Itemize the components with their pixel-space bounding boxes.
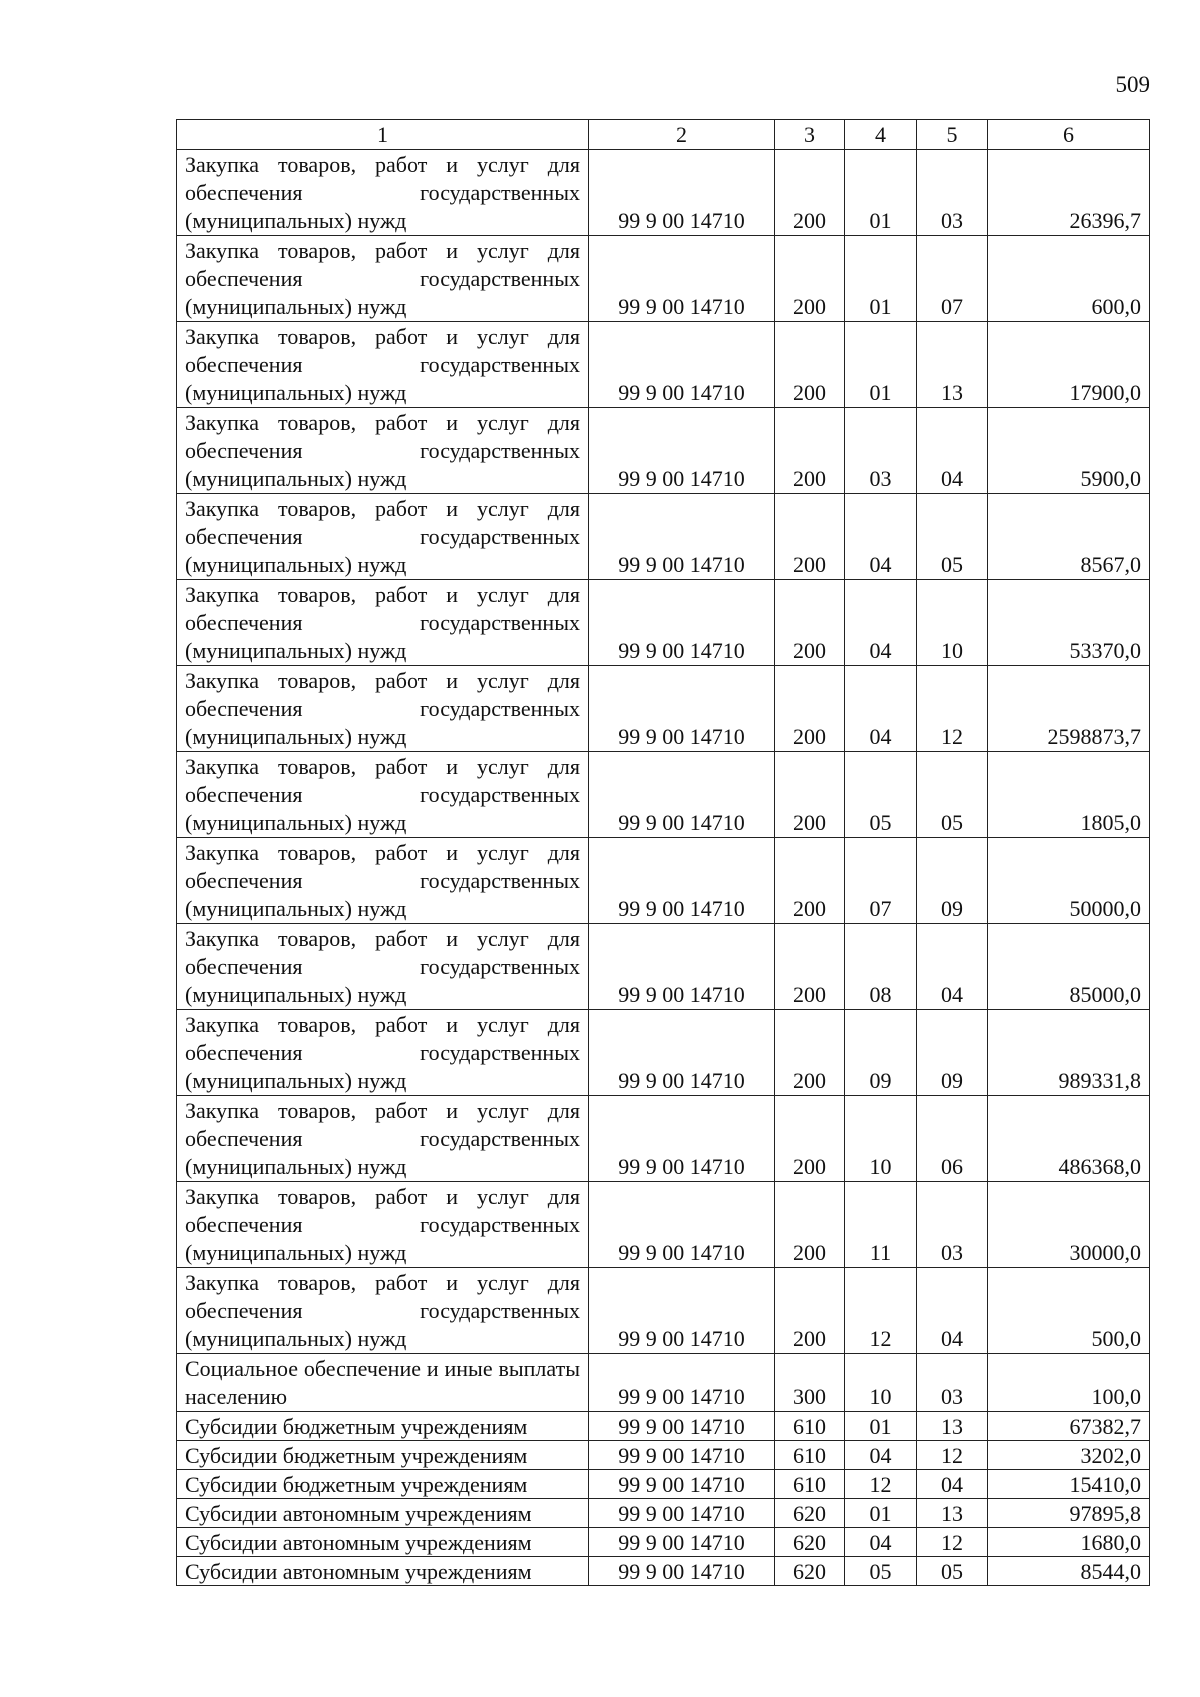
row-code: 99 9 00 14710 bbox=[589, 322, 775, 408]
row-sum: 989331,8 bbox=[988, 1010, 1150, 1096]
budget-table bbox=[176, 119, 1150, 1586]
table-row bbox=[177, 838, 1150, 924]
page-number: 509 bbox=[1115, 72, 1150, 97]
row-name: Закупка товаров, работ и услуг для обеспечения государственных (муниципальных) нужд bbox=[177, 494, 589, 580]
row-name: Закупка товаров, работ и услуг для обеспечения государственных (муниципальных) нужд bbox=[177, 1268, 589, 1354]
row-sum: 50000,0 bbox=[988, 838, 1150, 924]
row-section: 07 bbox=[845, 838, 917, 924]
row-expense-type: 620 bbox=[775, 1557, 845, 1586]
column-header: 2 bbox=[589, 120, 775, 150]
row-subsection: 04 bbox=[917, 924, 988, 1010]
row-section: 11 bbox=[845, 1182, 917, 1268]
row-section: 08 bbox=[845, 924, 917, 1010]
row-expense-type: 200 bbox=[775, 1268, 845, 1354]
row-sum: 1805,0 bbox=[988, 752, 1150, 838]
row-sum: 8567,0 bbox=[988, 494, 1150, 580]
row-sum: 17900,0 bbox=[988, 322, 1150, 408]
row-code: 99 9 00 14710 bbox=[589, 494, 775, 580]
table-row bbox=[177, 408, 1150, 494]
row-subsection: 04 bbox=[917, 1470, 988, 1499]
row-name: Закупка товаров, работ и услуг для обеспечения государственных (муниципальных) нужд bbox=[177, 580, 589, 666]
row-code: 99 9 00 14710 bbox=[589, 236, 775, 322]
row-sum: 100,0 bbox=[988, 1354, 1150, 1412]
row-expense-type: 610 bbox=[775, 1470, 845, 1499]
row-expense-type: 200 bbox=[775, 1182, 845, 1268]
row-subsection: 09 bbox=[917, 838, 988, 924]
row-code: 99 9 00 14710 bbox=[589, 1268, 775, 1354]
table-row bbox=[177, 1354, 1150, 1412]
row-subsection: 09 bbox=[917, 1010, 988, 1096]
row-code: 99 9 00 14710 bbox=[589, 580, 775, 666]
table-row bbox=[177, 494, 1150, 580]
table-row bbox=[177, 1010, 1150, 1096]
row-code: 99 9 00 14710 bbox=[589, 1441, 775, 1470]
table-row bbox=[177, 924, 1150, 1010]
row-section: 01 bbox=[845, 1499, 917, 1528]
row-expense-type: 200 bbox=[775, 1010, 845, 1096]
row-section: 12 bbox=[845, 1470, 917, 1499]
row-section: 05 bbox=[845, 1557, 917, 1586]
row-subsection: 12 bbox=[917, 1528, 988, 1557]
row-expense-type: 200 bbox=[775, 322, 845, 408]
row-subsection: 05 bbox=[917, 752, 988, 838]
row-subsection: 05 bbox=[917, 1557, 988, 1586]
row-sum: 486368,0 bbox=[988, 1096, 1150, 1182]
row-expense-type: 200 bbox=[775, 752, 845, 838]
row-subsection: 12 bbox=[917, 666, 988, 752]
column-header: 3 bbox=[775, 120, 845, 150]
row-expense-type: 300 bbox=[775, 1354, 845, 1412]
table-row bbox=[177, 1096, 1150, 1182]
row-sum: 8544,0 bbox=[988, 1557, 1150, 1586]
table-row bbox=[177, 1441, 1150, 1470]
row-sum: 1680,0 bbox=[988, 1528, 1150, 1557]
row-section: 01 bbox=[845, 1412, 917, 1441]
row-sum: 67382,7 bbox=[988, 1412, 1150, 1441]
row-expense-type: 200 bbox=[775, 666, 845, 752]
row-name: Закупка товаров, работ и услуг для обеспечения государственных (муниципальных) нужд bbox=[177, 150, 589, 236]
row-subsection: 06 bbox=[917, 1096, 988, 1182]
row-subsection: 07 bbox=[917, 236, 988, 322]
row-section: 04 bbox=[845, 1441, 917, 1470]
row-name: Субсидии бюджетным учреждениям bbox=[177, 1441, 589, 1470]
row-sum: 85000,0 bbox=[988, 924, 1150, 1010]
row-expense-type: 200 bbox=[775, 408, 845, 494]
row-section: 01 bbox=[845, 150, 917, 236]
row-expense-type: 620 bbox=[775, 1499, 845, 1528]
row-code: 99 9 00 14710 bbox=[589, 752, 775, 838]
row-subsection: 05 bbox=[917, 494, 988, 580]
row-section: 03 bbox=[845, 408, 917, 494]
row-name: Закупка товаров, работ и услуг для обеспечения государственных (муниципальных) нужд bbox=[177, 924, 589, 1010]
row-name: Закупка товаров, работ и услуг для обеспечения государственных (муниципальных) нужд bbox=[177, 1182, 589, 1268]
row-code: 99 9 00 14710 bbox=[589, 1412, 775, 1441]
row-sum: 53370,0 bbox=[988, 580, 1150, 666]
row-subsection: 04 bbox=[917, 408, 988, 494]
row-name: Закупка товаров, работ и услуг для обеспечения государственных (муниципальных) нужд bbox=[177, 1096, 589, 1182]
column-header: 5 bbox=[917, 120, 988, 150]
row-section: 04 bbox=[845, 1528, 917, 1557]
row-name: Закупка товаров, работ и услуг для обеспечения государственных (муниципальных) нужд bbox=[177, 752, 589, 838]
table-row bbox=[177, 1470, 1150, 1499]
row-section: 01 bbox=[845, 322, 917, 408]
row-subsection: 10 bbox=[917, 580, 988, 666]
row-section: 10 bbox=[845, 1354, 917, 1412]
row-name: Субсидии бюджетным учреждениям bbox=[177, 1470, 589, 1499]
row-subsection: 13 bbox=[917, 1499, 988, 1528]
row-subsection: 04 bbox=[917, 1268, 988, 1354]
table-row bbox=[177, 1268, 1150, 1354]
table-row bbox=[177, 236, 1150, 322]
row-sum: 97895,8 bbox=[988, 1499, 1150, 1528]
row-code: 99 9 00 14710 bbox=[589, 1470, 775, 1499]
row-section: 01 bbox=[845, 236, 917, 322]
row-code: 99 9 00 14710 bbox=[589, 1096, 775, 1182]
row-sum: 2598873,7 bbox=[988, 666, 1150, 752]
row-sum: 600,0 bbox=[988, 236, 1150, 322]
table-row bbox=[177, 322, 1150, 408]
row-section: 05 bbox=[845, 752, 917, 838]
table-row bbox=[177, 1412, 1150, 1441]
row-code: 99 9 00 14710 bbox=[589, 1354, 775, 1412]
row-expense-type: 200 bbox=[775, 494, 845, 580]
row-subsection: 13 bbox=[917, 1412, 988, 1441]
row-code: 99 9 00 14710 bbox=[589, 1010, 775, 1096]
row-sum: 5900,0 bbox=[988, 408, 1150, 494]
table-row bbox=[177, 1528, 1150, 1557]
row-section: 04 bbox=[845, 666, 917, 752]
row-section: 09 bbox=[845, 1010, 917, 1096]
row-sum: 500,0 bbox=[988, 1268, 1150, 1354]
row-section: 10 bbox=[845, 1096, 917, 1182]
row-expense-type: 610 bbox=[775, 1441, 845, 1470]
row-code: 99 9 00 14710 bbox=[589, 1182, 775, 1268]
row-code: 99 9 00 14710 bbox=[589, 1557, 775, 1586]
row-subsection: 13 bbox=[917, 322, 988, 408]
row-code: 99 9 00 14710 bbox=[589, 408, 775, 494]
row-code: 99 9 00 14710 bbox=[589, 924, 775, 1010]
row-expense-type: 610 bbox=[775, 1412, 845, 1441]
row-code: 99 9 00 14710 bbox=[589, 666, 775, 752]
row-name: Субсидии бюджетным учреждениям bbox=[177, 1412, 589, 1441]
row-name: Социальное обеспечение и иные выплаты населению bbox=[177, 1354, 589, 1412]
row-sum: 3202,0 bbox=[988, 1441, 1150, 1470]
row-subsection: 12 bbox=[917, 1441, 988, 1470]
row-expense-type: 200 bbox=[775, 838, 845, 924]
row-code: 99 9 00 14710 bbox=[589, 1499, 775, 1528]
row-name: Субсидии автономным учреждениям bbox=[177, 1528, 589, 1557]
row-sum: 30000,0 bbox=[988, 1182, 1150, 1268]
row-section: 04 bbox=[845, 580, 917, 666]
row-expense-type: 200 bbox=[775, 1096, 845, 1182]
table-row bbox=[177, 1499, 1150, 1528]
row-expense-type: 200 bbox=[775, 924, 845, 1010]
table-row bbox=[177, 1182, 1150, 1268]
table-header-row bbox=[177, 120, 1150, 150]
row-code: 99 9 00 14710 bbox=[589, 1528, 775, 1557]
row-subsection: 03 bbox=[917, 1354, 988, 1412]
row-name: Закупка товаров, работ и услуг для обеспечения государственных (муниципальных) нужд bbox=[177, 236, 589, 322]
row-expense-type: 200 bbox=[775, 236, 845, 322]
row-name: Закупка товаров, работ и услуг для обеспечения государственных (муниципальных) нужд bbox=[177, 322, 589, 408]
row-sum: 26396,7 bbox=[988, 150, 1150, 236]
row-name: Закупка товаров, работ и услуг для обеспечения государственных (муниципальных) нужд bbox=[177, 408, 589, 494]
table-row bbox=[177, 1557, 1150, 1586]
row-code: 99 9 00 14710 bbox=[589, 838, 775, 924]
row-expense-type: 200 bbox=[775, 150, 845, 236]
column-header: 4 bbox=[845, 120, 917, 150]
row-expense-type: 200 bbox=[775, 580, 845, 666]
table-row bbox=[177, 580, 1150, 666]
row-name: Субсидии автономным учреждениям bbox=[177, 1557, 589, 1586]
row-expense-type: 620 bbox=[775, 1528, 845, 1557]
row-name: Закупка товаров, работ и услуг для обеспечения государственных (муниципальных) нужд bbox=[177, 838, 589, 924]
table-row bbox=[177, 150, 1150, 236]
row-subsection: 03 bbox=[917, 1182, 988, 1268]
row-name: Закупка товаров, работ и услуг для обеспечения государственных (муниципальных) нужд bbox=[177, 666, 589, 752]
row-code: 99 9 00 14710 bbox=[589, 150, 775, 236]
row-section: 04 bbox=[845, 494, 917, 580]
column-header: 6 bbox=[988, 120, 1150, 150]
row-name: Субсидии автономным учреждениям bbox=[177, 1499, 589, 1528]
column-header: 1 bbox=[177, 120, 589, 150]
table-row bbox=[177, 666, 1150, 752]
row-sum: 15410,0 bbox=[988, 1470, 1150, 1499]
row-section: 12 bbox=[845, 1268, 917, 1354]
row-name: Закупка товаров, работ и услуг для обеспечения государственных (муниципальных) нужд bbox=[177, 1010, 589, 1096]
row-subsection: 03 bbox=[917, 150, 988, 236]
table-row bbox=[177, 752, 1150, 838]
